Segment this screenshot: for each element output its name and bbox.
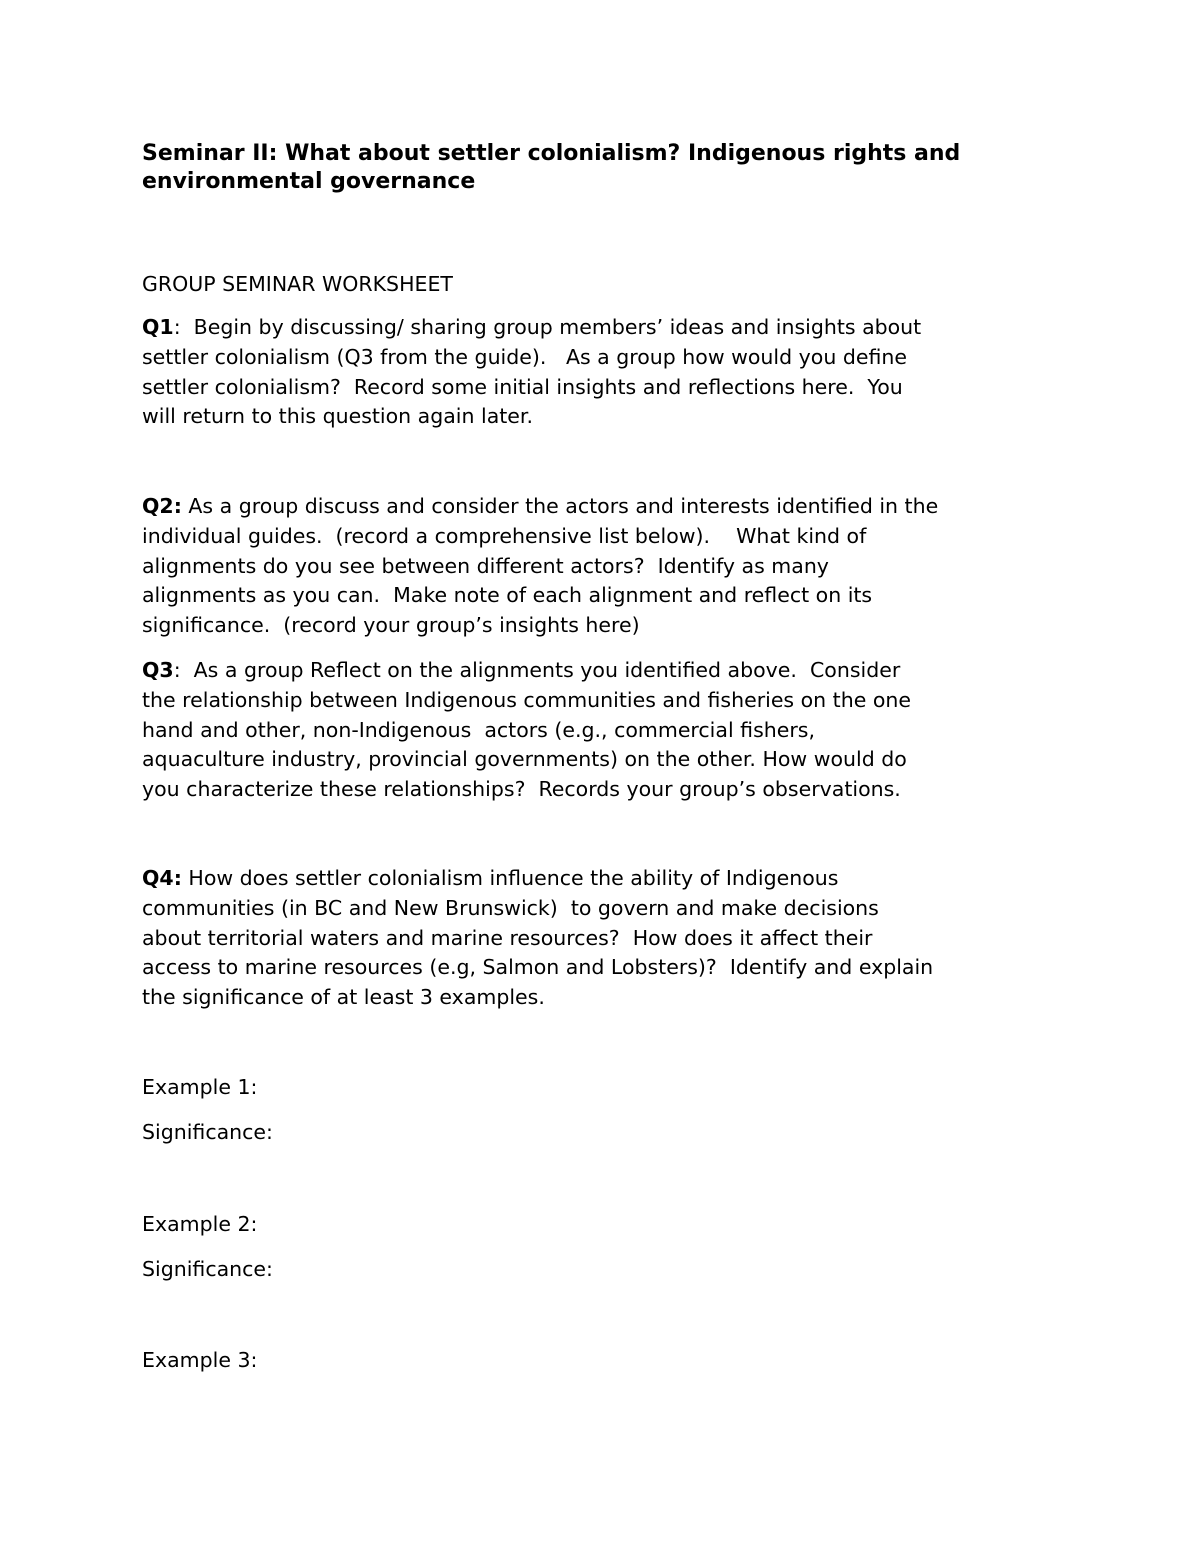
question-3-line-4: aquaculture industry, provincial governments) on the other. How would do: [142, 747, 907, 772]
question-2: [142, 492, 1072, 641]
question-1-sep: :: [173, 315, 181, 339]
significance-2-label: Significance:: [142, 1257, 273, 1281]
title-line-1: Seminar II: What about settler colonialism? Indigenous rights and: [142, 141, 961, 166]
question-4: [142, 864, 1072, 1013]
title-line-2: environmental governance: [142, 169, 476, 194]
question-3: [142, 656, 1072, 805]
question-3-line-1: As a group Reflect on the alignments you identified above. Consider: [180, 658, 901, 682]
example-1-label: Example 1:: [142, 1075, 258, 1099]
question-4-line-3: about territorial waters and marine resources? How does it affect their: [142, 925, 873, 950]
example-2-label: Example 2:: [142, 1212, 258, 1236]
question-3-sep: :: [173, 658, 181, 682]
question-1: [142, 313, 1072, 432]
question-3-label: Q3: [142, 658, 174, 682]
question-2-line-2: individual guides. (record a comprehensive list below). What kind of: [142, 523, 867, 548]
example-3-label: Example 3:: [142, 1348, 258, 1372]
question-2-line-5: significance. (record your group’s insights here): [142, 613, 640, 638]
question-1-line-4: will return to this question again later.: [142, 404, 533, 429]
question-2-line-1: As a group discuss and consider the actors and interests identified in the: [181, 494, 939, 518]
question-3-line-2: the relationship between Indigenous communities and fisheries on the one: [142, 687, 911, 712]
question-1-line-1: Begin by discussing/ sharing group members’ ideas and insights about: [180, 315, 922, 339]
question-1-line-3: settler colonialism? Record some initial insights and reflections here. You: [142, 374, 903, 399]
question-4-label: Q4:: [142, 866, 182, 890]
question-2-line-4: alignments as you can. Make note of each alignment and reflect on its: [142, 583, 873, 608]
question-2-line-3: alignments do you see between different actors? Identify as many: [142, 553, 829, 578]
question-3-line-5: you characterize these relationships? Records your group’s observations.: [142, 777, 901, 802]
question-4-line-1: How does settler colonialism influence the ability of Indigenous: [181, 866, 839, 890]
question-1-line-2: settler colonialism (Q3 from the guide). As a group how would you define: [142, 344, 907, 369]
question-4-line-2: communities (in BC and New Brunswick) to govern and make decisions: [142, 895, 879, 920]
significance-1-label: Significance:: [142, 1120, 273, 1144]
page-title: [142, 140, 1072, 196]
question-2-label: Q2:: [142, 494, 182, 518]
question-3-line-3: hand and other, non-Indigenous actors (e.g., commercial fishers,: [142, 717, 815, 742]
question-4-line-4: access to marine resources (e.g, Salmon and Lobsters)? Identify and explain: [142, 955, 934, 980]
question-1-label: Q1: [142, 315, 174, 339]
question-4-line-5: the significance of at least 3 examples.: [142, 985, 545, 1010]
worksheet-heading: GROUP SEMINAR WORKSHEET: [142, 272, 453, 296]
